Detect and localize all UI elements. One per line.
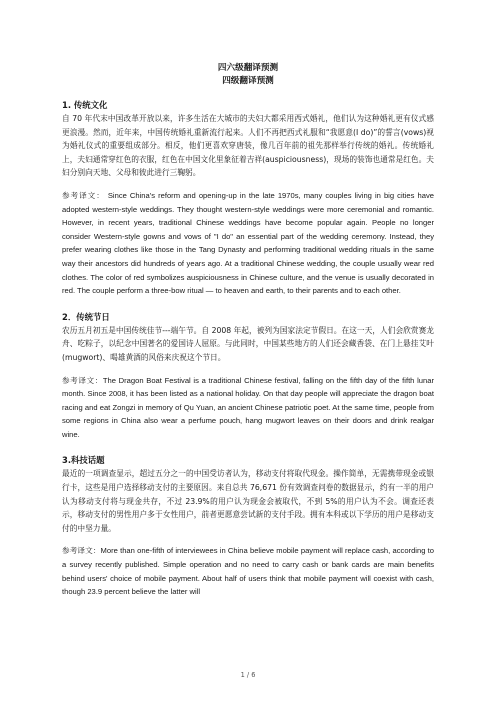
reference-translation: 参考译文： Since China's reform and opening-up in the late 1970s, many couples living in big cities have adopted western-style weddings. They thought western-style weddings were more ceremonial and romantic. However, in recent years, traditional Chinese weddings have become popular again. People no longer consider Western-style gowns and vows of "I do" an essential part of the wedding ceremony. Instead, they prefer wearing clothes like those in the Tang Dynasty and performing traditional wedding rituals in the same way their ancestors did hundreds of years ago. At a traditional Chinese wedding, the couple usually wear red clothes. The color of red symbolizes auspiciousness in Chinese culture, and the venue is usually decorated in red. The couple perform a three-bow ritual — to heaven and earth, to their parents and to each other.	[62, 190, 434, 296]
section-heading: 3.科技话题	[62, 455, 105, 466]
section-heading: 2．传统节日	[62, 311, 110, 322]
section-heading: 1. 传统文化	[62, 100, 108, 110]
reference-translation: 参考译文：The Dragon Boat Festival is a traditional Chinese festival, falling on the fifth day of the fifth lunar month. Since 2008, it has been listed as a national holiday. On that day people will appreciate the dragon boat racing and eat Zongzi in memory of Qu Yuan, an ancient Chinese patriotic poet. At the same time, people from some regions in China also wear a perfume pouch, hang mugwort leaves on their doors and drink realgar wine.	[62, 375, 434, 439]
chinese-paragraph: 自 70 年代末中国改革开放以来，许多生活在大城市的夫妇大都采用西式婚礼，他们认为这种婚礼更有仪式感更浪漫。然而，近年来，中国传统婚礼重新流行起来。人们不再把西式礼服和“我愿意(I do)”的誓言(vows)视为婚礼仪式的重要组成部分。相反，他们更喜欢穿唐装，像几百年前的祖先那样举行传统的婚礼。传统婚礼上，夫妇通常穿红色的衣服，红色在中国文化里象征着吉祥(auspiciousness)，现场的装饰也通常是红色。夫妇分别向天地、父母和彼此进行三鞠躬。	[62, 114, 434, 178]
document-title: 四六级翻译预测	[217, 63, 279, 73]
reference-translation: 参考译文：More than one-fifth of interviewees in China believe mobile payment will replace cash, according to a survey recently published. Simple operation and no need to carry cash or bank cards are main benefits behind users' choice of mobile payment. About half of users think that mobile payment will coexist with cash, though 23.9 percent believe the latter will	[62, 546, 434, 597]
document-subtitle: 四级翻译预测	[222, 76, 274, 86]
section-traditional-culture	[62, 99, 434, 298]
section-traditional-festival	[62, 311, 434, 442]
chinese-paragraph: 农历五月初五是中国传统佳节---端午节。自 2008 年起，被列为国家法定节假日。在这一天，人们会欣赏赛龙舟、吃粽子，以纪念中国著名的爱国诗人屈原。与此同时，中国某些地方的人们还会藏香袋、在门上悬挂艾叶 (mugwort)、喝雄黄酒的风俗来庆祝这个节日。	[62, 325, 434, 362]
spacer	[62, 441, 434, 449]
chinese-paragraph: 最近的一项调查显示，超过五分之一的中国受访者认为，移动支付将取代现金。操作简单，无需携带现金或银行卡，这些是用户选择移动支付的主要原因。来自总共 76,671 份有效调查问卷的数据显示，约有一半的用户认为移动支付将与现金共存，不过 23.9%的用户认为现金会被取代，不到 5%的用户认为不会。调查还表示，移动支付的男性用户多于女性用户，前者更愿意尝试新的支付手段。拥有本科或以下学历的用户是移动支付的中坚力量。	[62, 469, 434, 533]
title-block	[0, 62, 496, 88]
spacer	[62, 298, 434, 306]
page-number: 1 / 6	[240, 671, 256, 679]
document-body	[62, 94, 434, 599]
section-technology	[62, 454, 434, 598]
